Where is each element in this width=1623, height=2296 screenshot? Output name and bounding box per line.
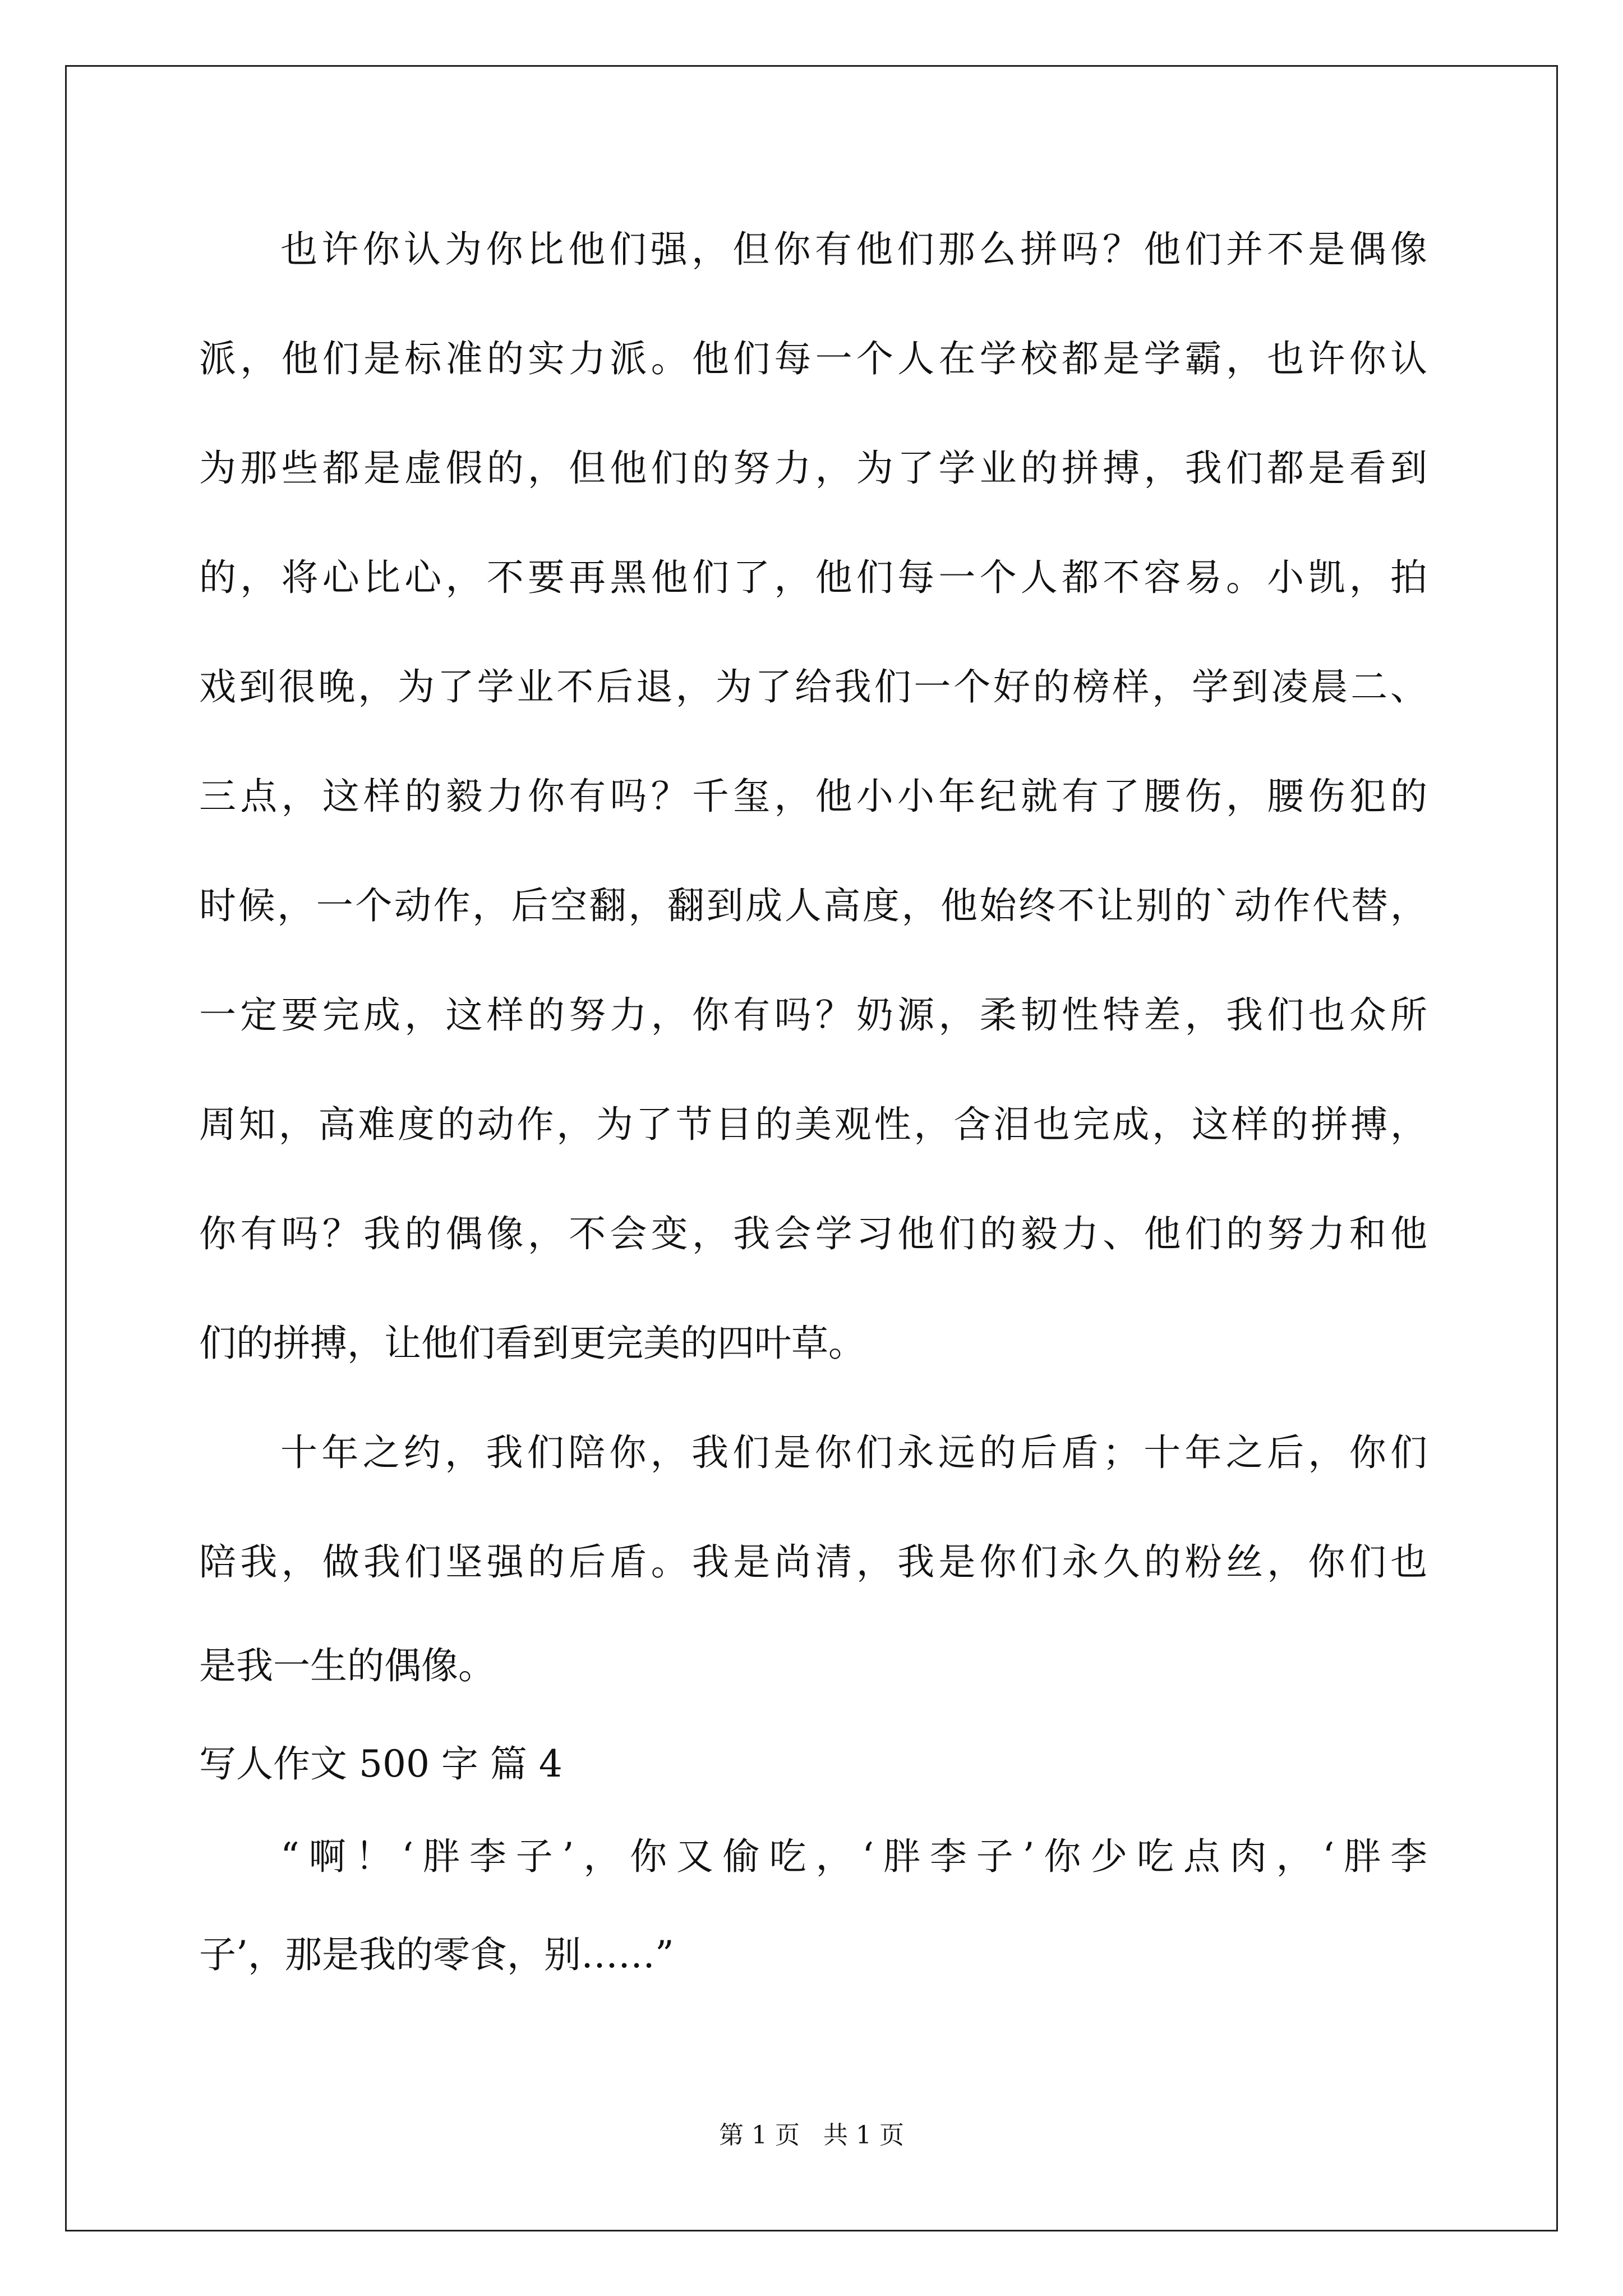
paragraph-1-line-11: 们的拼搏，让他们看到更完美的四叶草。 [199, 1322, 865, 1365]
paragraph-1-line-6: 三点，这样的毅力你有吗？千玺，他小小年纪就有了腰伤，腰伤犯的 [199, 775, 1427, 818]
paragraph-1-line-4: 的，将心比心，不要再黑他们了，他们每一个人都不容易。小凯，拍 [199, 556, 1427, 599]
paragraph-1-line-8: 一定要完成，这样的努力，你有吗？奶源，柔韧性特差，我们也众所 [199, 993, 1427, 1037]
paragraph-1-line-10: 你有吗？我的偶像，不会变，我会学习他们的毅力、他们的努力和他 [199, 1212, 1427, 1255]
paragraph-1-line-2: 派，他们是标准的实力派。他们每一个人在学校都是学霸，也许你认 [199, 337, 1427, 380]
paragraph-1-line-9: 周知，高难度的动作，为了节目的美观性，含泪也完成，这样的拼搏， [199, 1103, 1427, 1146]
paragraph-1-line-1: 也许你认为你比他们强，但你有他们那么拼吗？他们并不是偶像 [280, 228, 1427, 271]
paragraph-2-line-1: 十年之约，我们陪你，我们是你们永远的后盾；十年之后，你们 [280, 1431, 1427, 1474]
paragraph-1-line-7: 时候，一个动作，后空翻，翻到成人高度，他始终不让别的`动作代替， [199, 884, 1427, 927]
paragraph-2-line-3: 是我一生的偶像。 [199, 1644, 495, 1687]
paragraph-3-line-1: “啊！‘胖李子’，你又偷吃，‘胖李子’你少吃点肉，‘胖李 [280, 1835, 1427, 1878]
paragraph-1-line-5: 戏到很晚，为了学业不后退，为了给我们一个好的榜样，学到凌晨二、 [199, 665, 1427, 708]
section-heading: 写人作文 500 字 篇 4 [199, 1742, 562, 1786]
paragraph-1-line-3: 为那些都是虚假的，但他们的努力，为了学业的拼搏，我们都是看到 [199, 447, 1427, 490]
page-footer: 第 1 页 共 1 页 [719, 2121, 904, 2150]
paragraph-2-line-2: 陪我，做我们坚强的后盾。我是尚清，我是你们永久的粉丝，你们也 [199, 1540, 1427, 1584]
paragraph-3-line-2: 子’，那是我的零食，别……” [199, 1933, 674, 1976]
